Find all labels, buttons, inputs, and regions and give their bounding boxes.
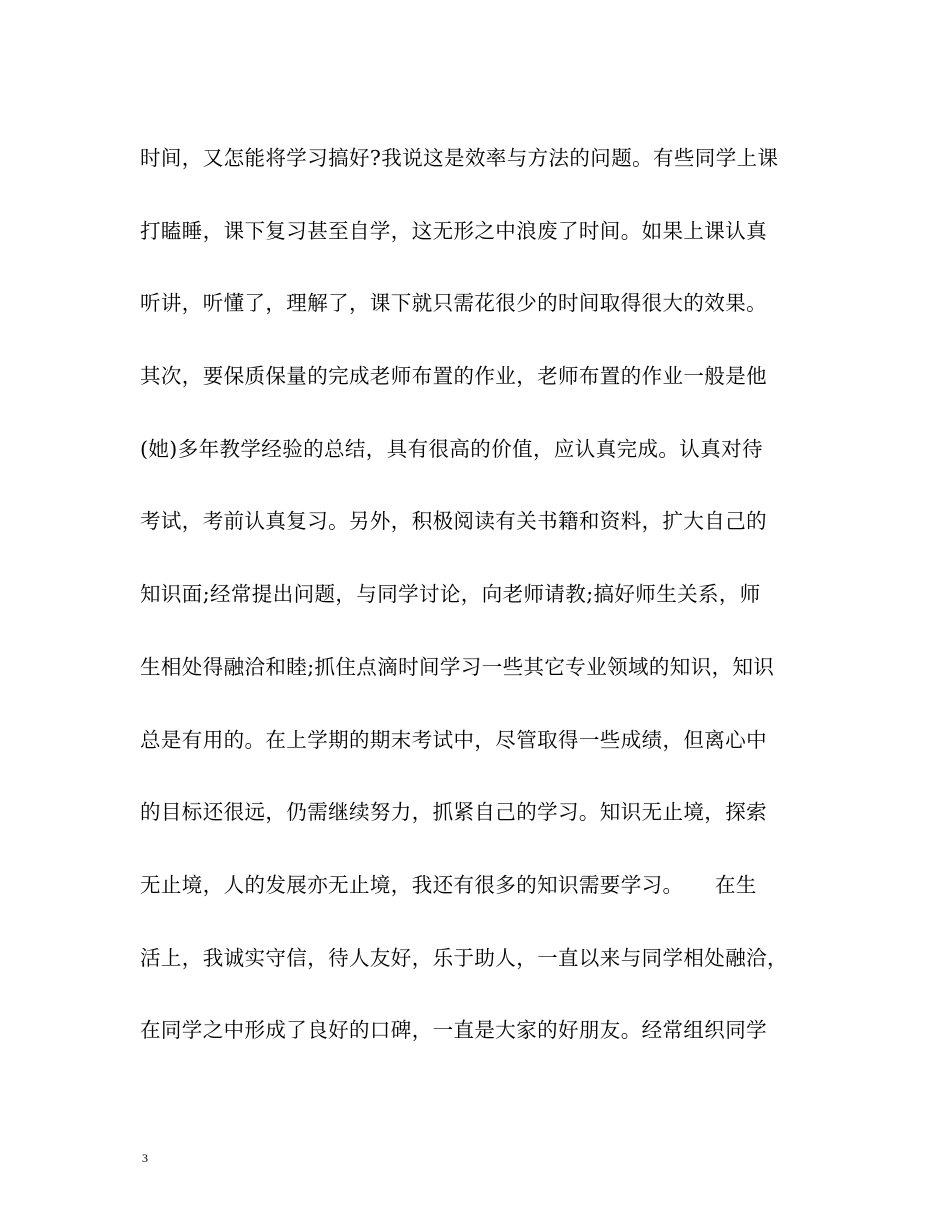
text-line: 时间，又怎能将学习搞好?我说这是效率与方法的问题。有些同学上课 bbox=[140, 146, 779, 170]
text-line: 活上，我诚实守信，待人友好，乐于助人，一直以来与同学相处融洽， bbox=[140, 945, 788, 970]
text-line: 知识面;经常提出问题，与同学讨论，向老师请教;搞好师生关系，师 bbox=[140, 582, 761, 607]
text-line: 在同学之中形成了良好的口碑，一直是大家的好朋友。经常组织同学 bbox=[140, 1018, 767, 1043]
text-line: 考试，考前认真复习。另外，积极阅读有关书籍和资料，扩大自己的 bbox=[140, 509, 767, 534]
text-line: 总是有用的。在上学期的期末考试中，尽管取得一些成绩，但离心中 bbox=[140, 727, 767, 752]
text-line: 打瞌睡，课下复习甚至自学，这无形之中浪废了时间。如果上课认真 bbox=[140, 218, 767, 243]
text-line: 生相处得融洽和睦;抓住点滴时间学习一些其它专业领域的知识，知识 bbox=[140, 654, 775, 679]
page-number: 3 bbox=[142, 1151, 148, 1165]
text-line: 无止境，人的发展亦无止境，我还有很多的知识需要学习。 在生 bbox=[140, 872, 757, 897]
text-line: 的目标还很远，仍需继续努力，抓紧自己的学习。知识无止境，探索 bbox=[140, 800, 767, 825]
text-line: (她)多年教学经验的总结，具有很高的价值，应认真完成。认真对待 bbox=[140, 436, 763, 461]
text-line: 其次，要保质保量的完成老师布置的作业，老师布置的作业一般是他 bbox=[140, 364, 767, 389]
text-line: 听讲，听懂了，理解了，课下就只需花很少的时间取得很大的效果。 bbox=[140, 291, 767, 316]
body-text bbox=[140, 136, 820, 1081]
